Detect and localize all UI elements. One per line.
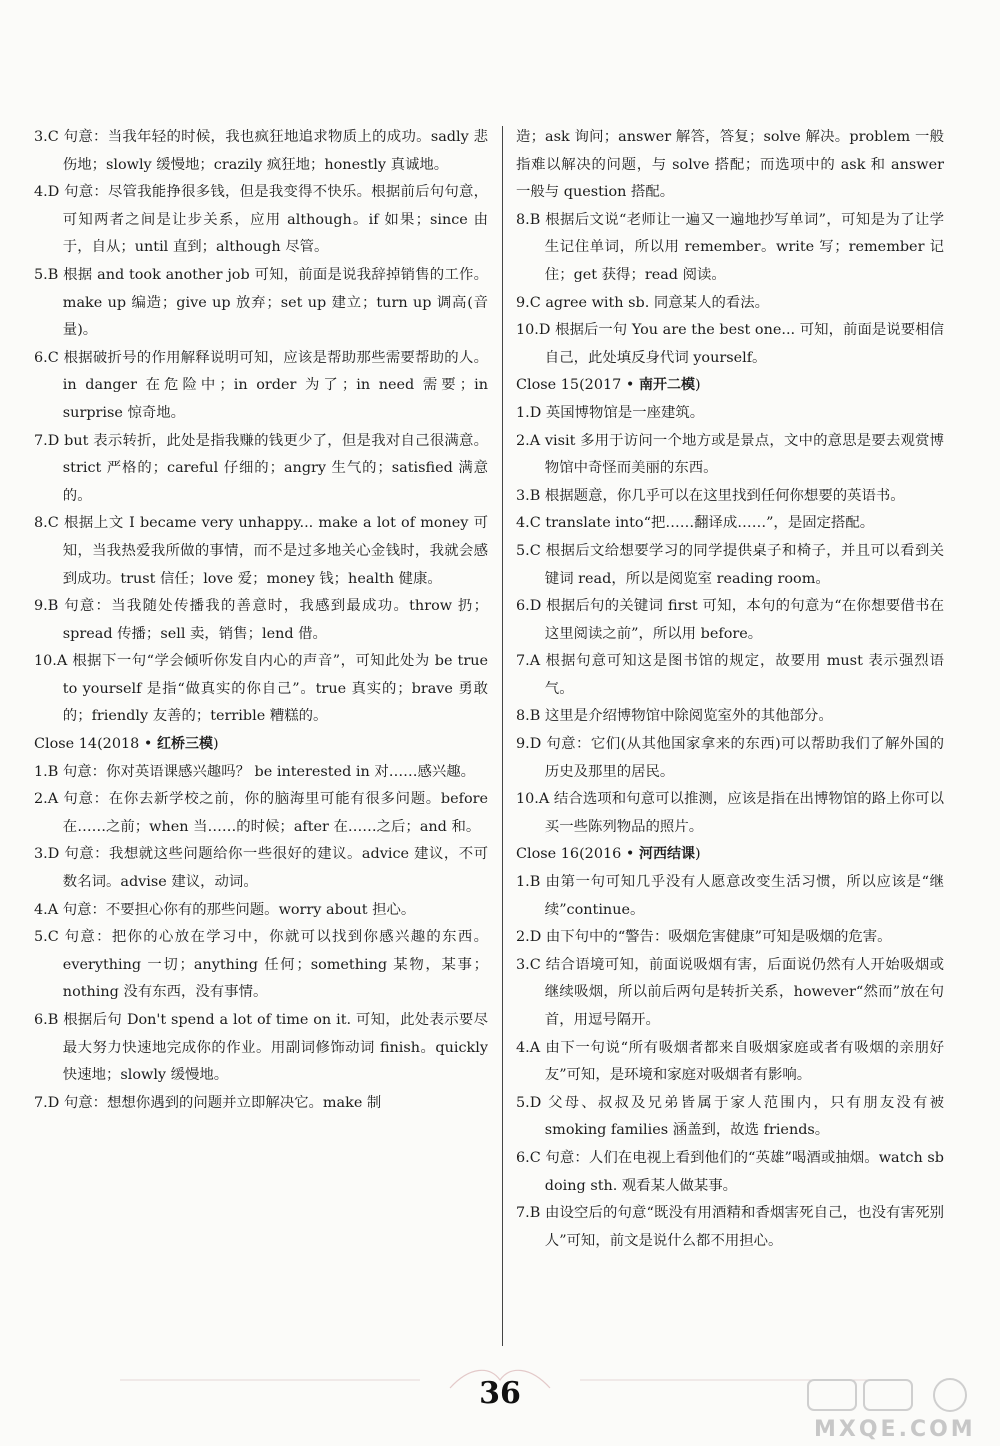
- answer-text: but 表示转折，此处是指我赚的钱更少了，但是我对自己很满意。strict 严格的；careful 仔细的；angry 生气的；satisfied 满意的。: [62, 432, 489, 504]
- answer-item: [516, 648, 944, 703]
- answer-number: 9.D: [516, 736, 542, 753]
- answer-text: visit 多用于访问一个地方或是景点，文中的意思是要去观赏博物馆中奇怪而美丽的东西。: [544, 432, 944, 477]
- answer-number: 7.D: [34, 432, 60, 449]
- answer-item: [516, 1145, 944, 1200]
- answer-text: 句意：它们(从其他国家拿来的东西)可以帮助我们了解外国的历史及那里的居民。: [544, 736, 944, 780]
- answer-item: [34, 593, 488, 648]
- answer-number: 5.B: [34, 266, 59, 283]
- answer-number: 6.B: [34, 1012, 59, 1028]
- answer-text: 由下句中的“警告：吸烟危害健康”可知是吸烟的危害。: [545, 929, 892, 946]
- answer-number: 3.C: [34, 129, 59, 145]
- answer-item: [516, 1090, 944, 1145]
- answer-item: [516, 952, 944, 1035]
- answer-text: 句意：当我随处传播我的善意时，我感到最成功。throw 扔；spread 传播；sell 卖，销售；lend 借。: [62, 598, 488, 642]
- answer-item: [516, 786, 944, 841]
- answer-number: 8.B: [516, 708, 541, 725]
- answer-text: 根据题意，你几乎可以在这里找到任何你想要的英语书。: [544, 487, 905, 504]
- answer-text: 根据句意可知这是图书馆的规定，故要用 must 表示强烈语气。: [544, 653, 944, 697]
- answer-item: [516, 703, 944, 731]
- answer-text: 根据 and took another job 可知，前面是说我辞掉销售的工作。make up 编造；give up 放弃；set up 建立；turn up 调高(音量)。: [62, 266, 488, 339]
- answer-number: 1.B: [34, 763, 59, 780]
- answer-text: translate into“把……翻译成……”，是固定搭配。: [545, 515, 875, 532]
- section-prefix: Close 14(2018 •: [34, 736, 157, 753]
- right-column: [516, 124, 944, 1336]
- answer-item: [516, 317, 944, 372]
- answer-item: [516, 207, 944, 290]
- page-number: 36: [479, 1376, 521, 1411]
- answer-item: [34, 1090, 488, 1118]
- answer-number: 4.A: [34, 901, 59, 918]
- answer-number: 1.B: [516, 874, 541, 891]
- answer-item: [34, 1007, 488, 1090]
- answer-text: 句意：你对英语课感兴趣吗？ be interested in 对……感兴趣。: [62, 763, 476, 780]
- answer-text: 由第一句可知几乎没有人愿意改变生活习惯，所以应该是“继续”continue。: [544, 874, 945, 918]
- answer-number: 3.B: [516, 487, 541, 504]
- answer-number: 3.D: [34, 846, 60, 863]
- answer-text: 句意：尽管我能挣很多钱，但是我变得不快乐。根据前后句句意，可知两者之间是让步关系，应用 although。if 如果；since 由于，自从；until 直到；although 尽管。: [62, 184, 488, 256]
- answer-text: 句意：人们在电视上看到他们的“英雄”喝酒或抽烟。watch sb doing sth. 观看某人做某事。: [544, 1149, 944, 1194]
- section-heading: [516, 841, 944, 869]
- section-suffix: ): [694, 846, 701, 863]
- section-heading: [516, 372, 944, 400]
- answer-number: 8.B: [516, 211, 541, 228]
- answer-text: 根据后句 Don't spend a lot of time on it. 可知，此处表示要尽最大努力快速地完成你的作业。用副词修饰动词 finish。quickly 快速地；slowly 缓慢地。: [62, 1012, 489, 1084]
- answer-number: 5.C: [516, 542, 541, 559]
- answer-item: [516, 510, 944, 538]
- answer-item: [34, 124, 488, 179]
- answer-number: 6.D: [516, 598, 542, 615]
- answer-item: [516, 731, 944, 786]
- answer-item: [34, 759, 488, 787]
- answer-text: 由下一句说“所有吸烟者都来自吸烟家庭或者有吸烟的亲朋好友”可知，是环境和家庭对吸烟者有影响。: [544, 1039, 944, 1084]
- answer-text: 句意：我想就这些问题给你一些很好的建议。advice 建议，不可数名词。advise 建议，动词。: [62, 846, 488, 891]
- answer-number: 7.D: [34, 1094, 60, 1111]
- answer-item: [516, 483, 944, 511]
- section-region: 红桥三模: [156, 736, 213, 753]
- answer-text: 句意：想想你遇到的问题并立即解决它。make 制: [63, 1094, 382, 1111]
- answer-number: 10.A: [34, 653, 68, 670]
- section-region: 河西结课: [638, 846, 695, 863]
- answer-text: 句意：当我年轻的时候，我也疯狂地追求物质上的成功。sadly 悲伤地；slowly 缓慢地；crazily 疯狂地；honestly 真诚地。: [62, 129, 488, 173]
- answer-continuation: [516, 124, 944, 207]
- answer-number: 10.A: [516, 791, 550, 808]
- answer-text: 根据下一句“学会倾听你发自内心的声音”，可知此处为 be true to yourself 是指“做真实的你自己”。true 真实的；brave 勇敢的；friendly 友善的；terrible 糟糕的。: [62, 653, 488, 725]
- answer-number: 6.C: [34, 349, 59, 366]
- answer-text: 根据破折号的作用解释说明可知，应该是帮助那些需要帮助的人。in danger 在危险中；in order 为了；in need 需要；in surprise 惊奇地。: [62, 349, 488, 421]
- answer-number: 10.D: [516, 322, 551, 339]
- answer-text: 根据后文给想要学习的同学提供桌子和椅子，并且可以看到关键词 read，所以是阅览室 reading room。: [544, 542, 944, 587]
- answer-number: 9.B: [34, 598, 59, 615]
- answer-item: [34, 897, 488, 925]
- section-suffix: ): [212, 736, 219, 753]
- answer-text: 句意：在你去新学校之前，你的脑海里可能有很多问题。before 在……之前；when 当……的时候；after 在……之后；and 和。: [62, 791, 489, 835]
- answer-item: [34, 841, 488, 896]
- answer-item: [516, 1035, 944, 1090]
- answer-text: 造；ask 询问；answer 解答，答复；solve 解决。problem 一般指难以解决的问题，与 solve 搭配；而选项中的 ask 和 answer 一般与 question 搭配。: [516, 129, 944, 201]
- answer-item: [34, 510, 488, 593]
- answer-item: [34, 428, 488, 511]
- answer-number: 2.D: [516, 929, 542, 946]
- answer-text: 英国博物馆是一座建筑。: [545, 404, 705, 421]
- answer-number: 6.C: [516, 1149, 541, 1166]
- answer-number: 4.D: [34, 184, 60, 201]
- section-prefix: Close 15(2017 •: [516, 377, 639, 394]
- answer-number: 9.C: [516, 294, 541, 311]
- answer-item: [516, 290, 944, 318]
- answer-text: 结合语境可知，前面说吸烟有害，后面说仍然有人开始吸烟或继续吸烟，所以前后两句是转折关系，however“然而”放在句首，用逗号隔开。: [544, 956, 944, 1028]
- answer-number: 5.C: [34, 929, 59, 946]
- section-prefix: Close 16(2016 •: [516, 846, 639, 863]
- watermark-logo: [802, 1376, 992, 1442]
- answer-text: 句意：不要担心你有的那些问题。worry about 担心。: [62, 901, 416, 918]
- answer-item: [34, 786, 488, 841]
- answer-item: [516, 593, 944, 648]
- answer-item: [516, 538, 944, 593]
- answer-number: 7.B: [516, 1205, 541, 1222]
- answer-text: 这里是介绍博物馆中除阅览室外的其他部分。: [544, 708, 833, 725]
- answer-number: 4.C: [516, 515, 541, 532]
- answer-text: 句意：把你的心放在学习中，你就可以找到你感兴趣的东西。everything 一切；anything 任何；something 某物，某事；nothing 没有东西，没有事情。: [62, 929, 488, 1001]
- answer-item: [34, 648, 488, 731]
- answer-item: [516, 869, 944, 924]
- left-column: [34, 124, 488, 1336]
- answer-text: agree with sb. 同意某人的看法。: [545, 294, 770, 311]
- section-heading: [34, 731, 488, 759]
- answer-number: 2.A: [34, 791, 59, 808]
- answer-item: [516, 428, 944, 483]
- answer-item: [34, 345, 488, 428]
- answer-number: 8.C: [34, 515, 59, 532]
- answer-number: 1.D: [516, 404, 542, 421]
- answer-text: 根据上文 I became very unhappy... make a lot of money 可知，当我热爱我所做的事情，而不是过多地关心金钱时，我就会感到成功。trust 信任；love 爱；money 钱；health 健康。: [62, 515, 489, 587]
- answer-number: 3.C: [516, 956, 541, 973]
- watermark-text: MXQE.COM: [814, 1417, 976, 1442]
- answer-text: 父母、叔叔及兄弟皆属于家人范围内，只有朋友没有被 smoking families 涵盖到，故选 friends。: [544, 1094, 944, 1139]
- column-divider: [502, 126, 503, 1346]
- answer-number: 4.A: [516, 1039, 541, 1056]
- answer-item: [34, 924, 488, 1007]
- answer-text: 根据后一句 You are the best one... 可知，前面是说要相信自己，此处填反身代词 yourself。: [544, 322, 944, 366]
- answer-item: [34, 262, 488, 345]
- answer-text: 根据后文说“老师让一遍又一遍地抄写单词”，可知是为了让学生记住单词，所以用 remember。write 写；remember 记住；get 获得；read 阅读。: [544, 211, 945, 283]
- section-region: 南开二模: [638, 377, 695, 394]
- answer-text: 结合选项和句意可以推测，应该是指在出博物馆的路上你可以买一些陈列物品的照片。: [544, 791, 944, 835]
- answer-item: [34, 179, 488, 262]
- answer-item: [516, 924, 944, 952]
- answer-number: 5.D: [516, 1094, 542, 1111]
- answer-item: [516, 400, 944, 428]
- answer-text: 由设空后的句意“既没有用酒精和香烟害死自己，也没有害死别人”可知，前文是说什么都不用担心。: [544, 1205, 945, 1249]
- answer-number: 7.A: [516, 653, 541, 670]
- answer-text: 根据后句的关键词 first 可知，本句的句意为“在你想要借书在这里阅读之前”，所以用 before。: [544, 598, 945, 642]
- answer-item: [516, 1200, 944, 1255]
- answer-number: 2.A: [516, 432, 541, 449]
- section-suffix: ): [694, 377, 701, 394]
